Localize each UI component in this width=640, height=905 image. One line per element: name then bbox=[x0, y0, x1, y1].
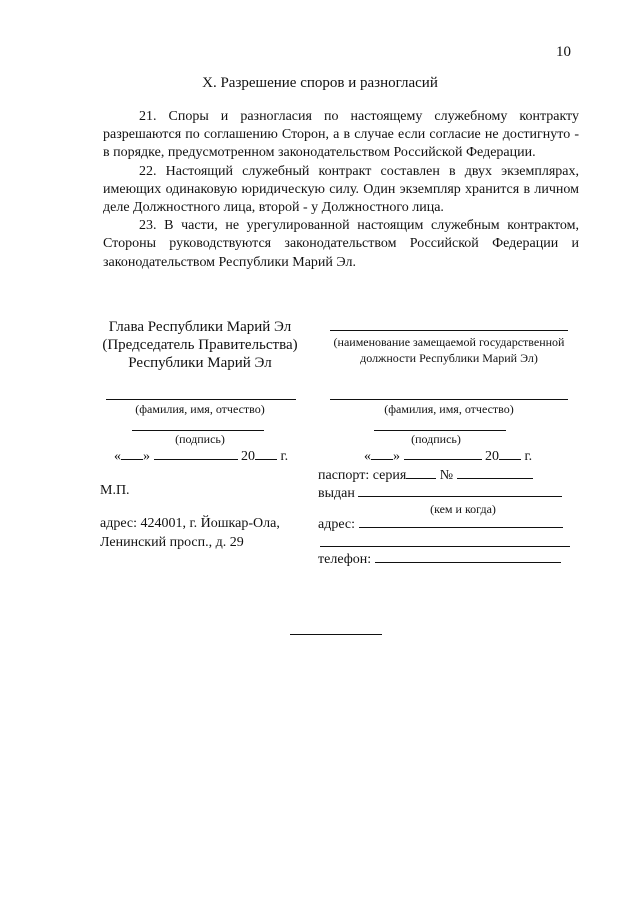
right-date-row bbox=[364, 449, 532, 465]
right-position-line bbox=[330, 330, 568, 331]
passport-number-blank bbox=[457, 478, 533, 479]
left-date-year-suffix: г. bbox=[280, 449, 289, 464]
right-date-year-blank bbox=[499, 459, 521, 460]
left-signature-line bbox=[132, 430, 264, 431]
paragraph-22: 22. Настоящий служебный контракт составлен в двух экземплярах, имеющих одинаковую юридическую силу. Один экземпляр хранится в личном деле Должностного лица, второй - у Должностного лица. bbox=[103, 163, 579, 216]
left-signature-caption: (подпись) bbox=[175, 432, 225, 446]
left-date-year-prefix: 20 bbox=[241, 449, 255, 464]
left-address bbox=[100, 514, 280, 552]
left-date-row bbox=[114, 449, 288, 465]
right-address-second-line bbox=[320, 546, 570, 547]
page-number: 10 bbox=[556, 44, 571, 60]
left-name-caption: (фамилия, имя, отчество) bbox=[135, 402, 265, 416]
left-address-line2: Ленинский просп., д. 29 bbox=[100, 535, 244, 550]
passport-row bbox=[318, 468, 533, 484]
right-date-year-prefix: 20 bbox=[485, 449, 499, 464]
left-date-close-quote: » bbox=[143, 449, 150, 464]
right-date-month-blank bbox=[404, 459, 482, 460]
body-text bbox=[103, 108, 579, 272]
right-address-row bbox=[318, 517, 563, 533]
phone-row bbox=[318, 552, 561, 568]
right-position-caption: (наименование замещаемой государственной должности Республики Марий Эл) bbox=[333, 335, 565, 365]
seal-placeholder: М.П. bbox=[100, 483, 130, 498]
left-date-day-blank bbox=[121, 459, 143, 460]
phone-label: телефон: bbox=[318, 552, 372, 567]
issued-label: выдан bbox=[318, 486, 355, 501]
right-date-day-blank bbox=[371, 459, 393, 460]
right-address-blank bbox=[359, 527, 563, 528]
issued-caption: (кем и когда) bbox=[430, 502, 496, 516]
section-title: X. Разрешение споров и разногласий bbox=[202, 75, 438, 91]
left-name-line bbox=[106, 399, 296, 400]
left-title-line1: Глава Республики Марий Эл bbox=[108, 319, 292, 335]
paragraph-23: 23. В части, не урегулированной настоящим служебным контрактом, Стороны руководствуются законодательством Российской Федерации и законодательством Республики Марий Эл. bbox=[103, 218, 579, 270]
issued-blank bbox=[358, 496, 562, 497]
phone-blank bbox=[375, 562, 561, 563]
left-date-year-blank bbox=[255, 459, 277, 460]
right-date-open-quote: « bbox=[364, 449, 371, 464]
paragraph-21: 21. Споры и разногласия по настоящему служебному контракту разрешаются по соглашению Сторон, а в случае если согласие не достигнуто - в порядке, предусмотренном законодательством Российской Федерации. bbox=[103, 109, 579, 161]
left-date-month-blank bbox=[154, 459, 238, 460]
right-name-caption: (фамилия, имя, отчество) bbox=[384, 402, 514, 416]
right-name-line bbox=[330, 399, 568, 400]
footer-divider bbox=[290, 634, 382, 635]
right-signature-line bbox=[374, 430, 506, 431]
left-signature-block bbox=[100, 318, 300, 550]
left-party-title bbox=[100, 318, 300, 372]
left-title-line2: (Председатель Правительства) bbox=[102, 337, 298, 353]
right-signature-caption: (подпись) bbox=[411, 432, 461, 446]
right-date-year-suffix: г. bbox=[524, 449, 533, 464]
right-address-label: адрес: bbox=[318, 517, 356, 532]
passport-series-blank bbox=[406, 478, 436, 479]
left-date-open-quote: « bbox=[114, 449, 121, 464]
left-title-line3: Республики Марий Эл bbox=[128, 355, 272, 371]
passport-number-label: № bbox=[439, 468, 454, 483]
right-date-close-quote: » bbox=[393, 449, 400, 464]
left-address-line1: адрес: 424001, г. Йошкар-Ола, bbox=[100, 516, 280, 531]
issued-row bbox=[318, 486, 562, 502]
passport-label: паспорт: серия bbox=[318, 468, 407, 483]
